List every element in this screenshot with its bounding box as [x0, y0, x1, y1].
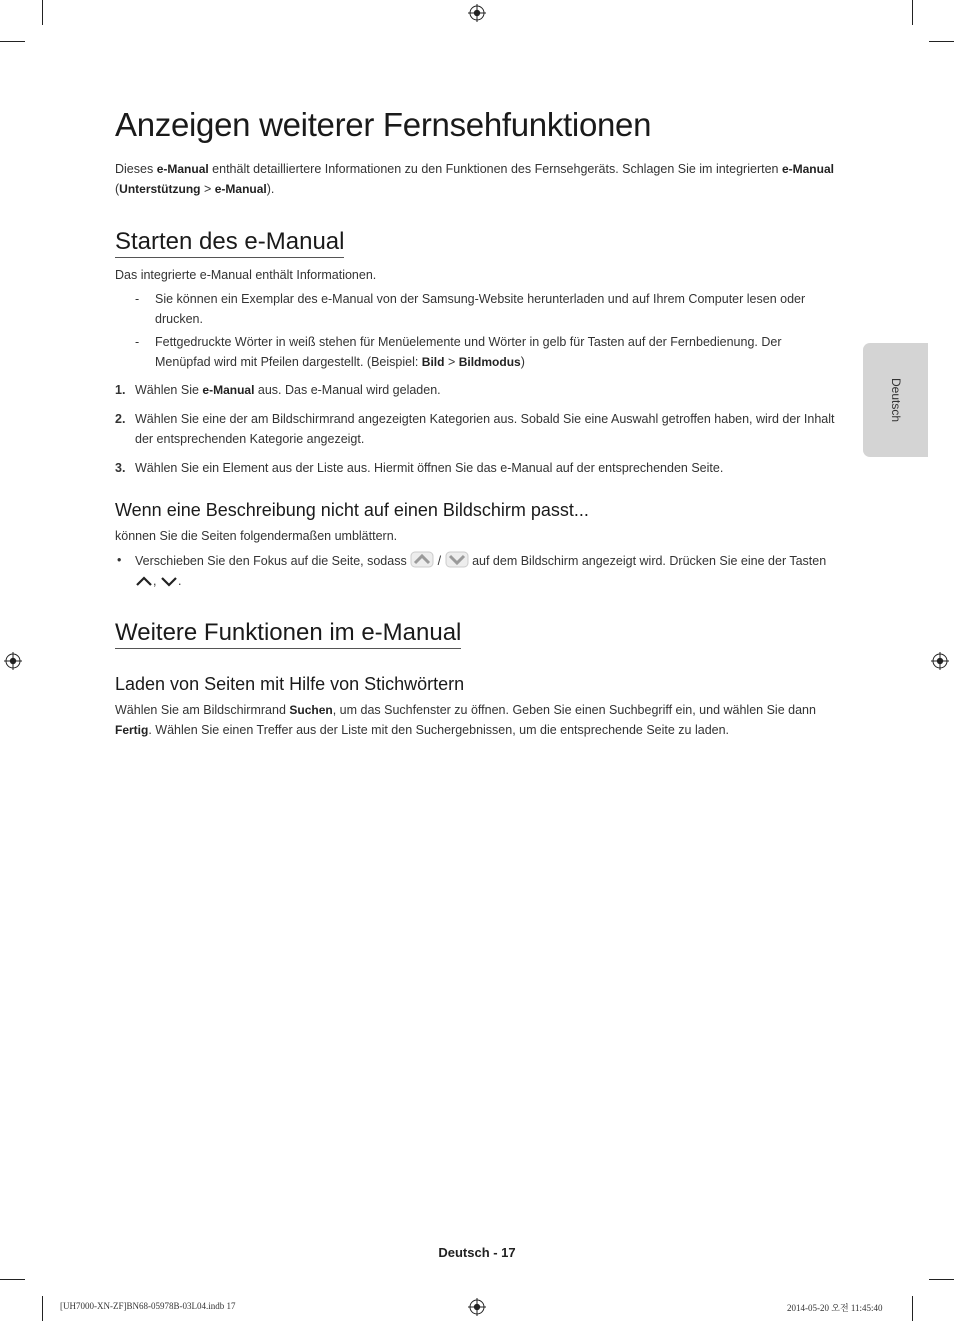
crop-mark	[0, 1279, 25, 1280]
sub-heading-stichwoerter: Laden von Seiten mit Hilfe von Stichwörtern	[115, 674, 465, 694]
bullet-marker: •	[117, 553, 122, 567]
dash-marker: -	[135, 292, 140, 306]
language-tab	[863, 343, 928, 457]
sub-lead: können Sie die Seiten folgendermaßen umblättern.	[115, 529, 398, 543]
chevron-down-icon	[160, 574, 178, 588]
imprint-datetime: 2014-05-20 오전 11:45:40	[787, 1303, 883, 1313]
bold-term: e-Manual	[202, 383, 255, 397]
registration-mark-icon	[468, 4, 486, 22]
section-lead: Das integrierte e-Manual enthält Informationen.	[115, 268, 377, 282]
crop-mark	[929, 41, 954, 42]
crop-mark	[929, 1279, 954, 1280]
step-text: Wählen Sie ein Element aus der Liste aus. Hiermit öffnen Sie das e-Manual auf der entsprechenden Seite.	[135, 461, 724, 475]
scroll-down-icon	[445, 551, 469, 568]
bold-term: e-Manual	[156, 162, 209, 176]
note-item	[135, 333, 840, 372]
registration-mark-icon	[931, 652, 949, 670]
registration-mark-icon	[468, 1298, 486, 1316]
bold-term: Fertig	[115, 722, 149, 737]
bullet-item	[115, 551, 840, 591]
sub-heading-bildschirm: Wenn eine Beschreibung nicht auf einen Bildschirm passt...	[115, 500, 589, 520]
note-text: Sie können ein Exemplar des e-Manual von der Samsung-Website herunterladen und auf Ihrem Computer lesen oder drucken.	[155, 292, 806, 326]
crop-mark	[912, 0, 913, 25]
note-item	[135, 290, 840, 329]
chevron-up-icon	[135, 574, 153, 588]
crop-mark	[42, 1296, 43, 1321]
bold-term: e-Manual	[214, 181, 267, 196]
bold-term: e-Manual	[781, 162, 834, 176]
language-tab-label: Deutsch	[888, 377, 903, 423]
step-number: 2.	[115, 412, 126, 426]
search-paragraph: Wählen Sie am Bildschirmrand Suchen, um das Suchfenster zu öffnen. Geben Sie einen Suchbegriff ein, und wählen Sie dann Fertig. Wählen Sie einen Treffer aus der Liste mit den Suchergebnissen, um die entsprechende Seite zu laden.	[115, 703, 816, 737]
step-item	[115, 410, 840, 449]
step-number: 3.	[115, 461, 126, 475]
registration-mark-icon	[4, 652, 22, 670]
page-title: Anzeigen weiterer Fernsehfunktionen	[115, 106, 652, 143]
step-number: 1.	[115, 383, 126, 397]
note-text: Fettgedruckte Wörter in weiß stehen für Menüelemente und Wörter in gelb für Tasten auf der Fernbedienung. Der Menüpfad wird mit Pfeilen dargestellt. (Beispiel: Bild > Bildmodus)	[155, 335, 782, 369]
bold-term: Unterstützung	[119, 181, 201, 196]
imprint-file: [UH7000-XN-ZF]BN68-05978B-03L04.indb 17	[60, 1301, 236, 1311]
section-heading-weitere: Weitere Funktionen im e-Manual	[115, 619, 461, 649]
crop-mark	[0, 41, 25, 42]
step-item	[115, 381, 840, 401]
bold-term: Suchen	[289, 703, 333, 717]
step-text: Wählen Sie e-Manual aus. Das e-Manual wird geladen.	[135, 383, 441, 397]
crop-mark	[42, 0, 43, 25]
bold-term: Bildmodus	[458, 354, 521, 369]
intro-paragraph: Dieses e-Manual enthält detailliertere Informationen zu den Funktionen des Fernsehgeräts. Schlagen Sie im integrierten e-Manual (Unterstützung > e-Manual).	[115, 162, 834, 196]
bold-term: Bild	[421, 354, 445, 369]
section-heading-starten: Starten des e-Manual	[115, 228, 344, 258]
page-number: Deutsch - 17	[438, 1245, 516, 1260]
crop-mark	[912, 1296, 913, 1321]
step-item	[115, 459, 840, 479]
bullet-text: Verschieben Sie den Fokus auf die Seite, sodass / auf dem Bildschirm angezeigt wird. Drücken Sie eine der Tasten , .	[135, 551, 840, 591]
scroll-up-icon	[410, 551, 434, 568]
step-text: Wählen Sie eine der am Bildschirmrand angezeigten Kategorien aus. Sobald Sie eine Auswahl getroffen haben, wird der Inhalt der entsprechenden Kategorie angezeigt.	[135, 412, 835, 446]
dash-marker: -	[135, 335, 140, 349]
